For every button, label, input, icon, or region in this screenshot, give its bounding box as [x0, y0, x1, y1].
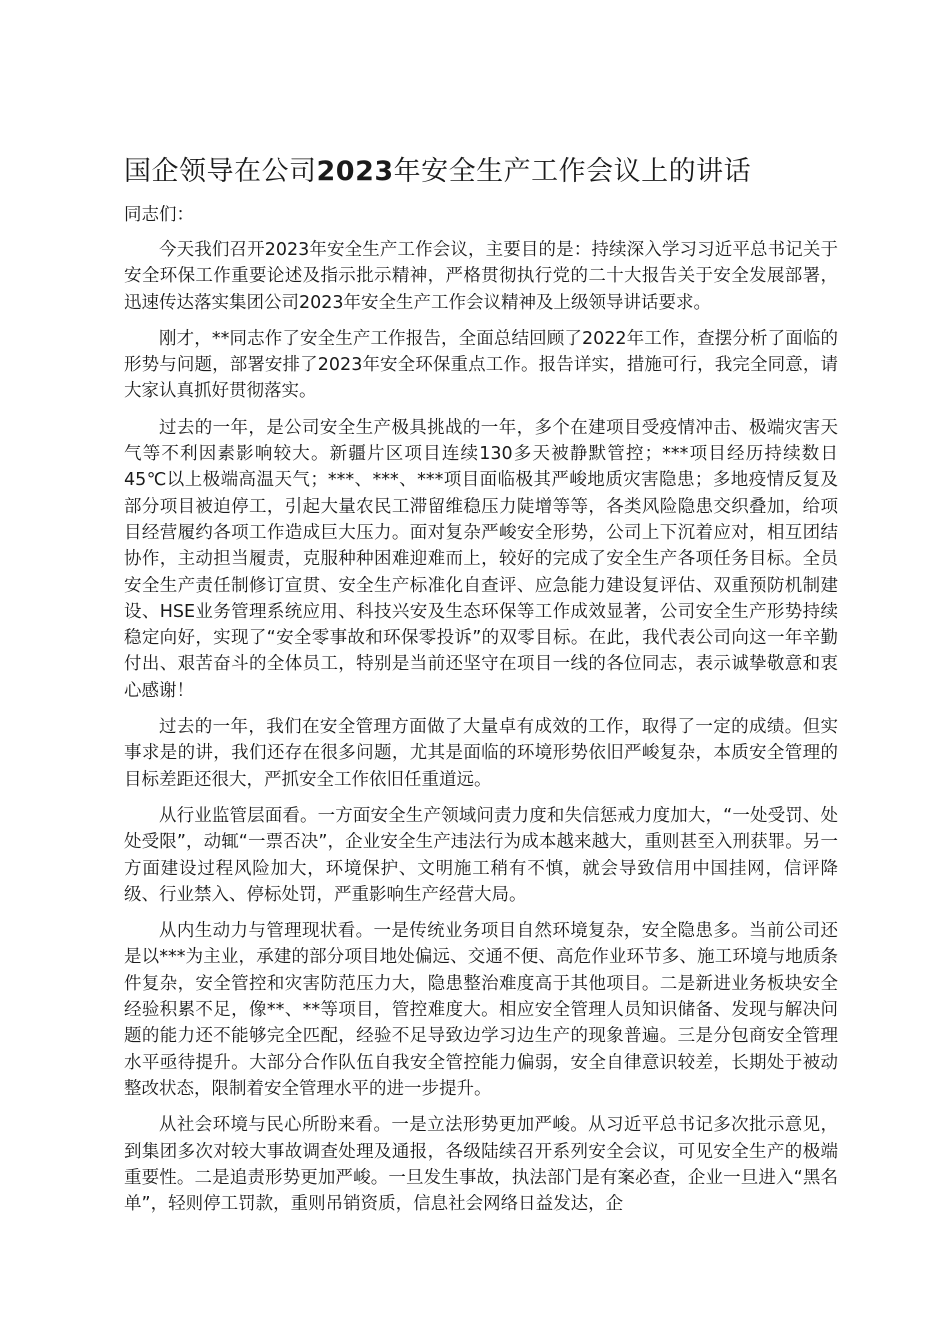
paragraph-2: 刚才，**同志作了安全生产工作报告，全面总结回顾了2022年工作，查摆分析了面临的形势与问题，部署安排了2023年安全环保重点工作。报告详实，措施可行，我完全同意，请大家认真抓好贯彻落实。 [124, 328, 838, 402]
paragraph-1: 今天我们召开2023年安全生产工作会议，主要目的是：持续深入学习习近平总书记关于安全环保工作重要论述及指示批示精神，严格贯彻执行党的二十大报告关于安全发展部署，迅速传达落实集团公司2023年安全生产工作会议精神及上级领导讲话要求。 [124, 240, 838, 313]
paragraph-3: 过去的一年，是公司安全生产极具挑战的一年，多个在建项目受疫情冲击、极端灾害天气等不利因素影响较大。新疆片区项目连续130多天被静默管控；***项目经历持续数日45℃以上极端高温天气；***、***、***项目面临极其严峻地质灾害隐患；多地疫情反复及部分项目被迫停工，引起大量农民工滞留维稳压力陡增等等，各类风险隐患交织叠加，给项目经营履约各项工作造成巨大压力。面对复杂严峻安全形势，公司上下沉着应对，相互团结协作，主动担当履责，克服种种困难迎难而上，较好的完成了安全生产各项任务目标。全员安全生产责任制修订宣贯、安全生产标准化自查评、应急能力建设复评估、双重预防机制建设、HSE业务管理系统应用、科技兴安及生态环保等工作成效显著，公司安全生产形势持续稳定向好，实现了“安全零事故和环保零投诉”的双零目标。在此，我代表公司向这一年辛勤付出、艰苦奋斗的全体员工，特别是当前还坚守在项目一线的各位同志，表示诚挚敬意和衷心感谢！ [124, 417, 838, 701]
title-year: 2023 [316, 156, 394, 187]
salutation: 同志们： [124, 205, 194, 225]
paragraph-6: 从内生动力与管理现状看。一是传统业务项目自然环境复杂，安全隐患多。当前公司还是以***为主业，承建的部分项目地处偏远、交通不便、高危作业环节多、施工环境与地质条件复杂，安全管控和灾害防范压力大，隐患整治难度高于其他项目。二是新进业务板块安全经验积累不足，像**、**等项目，管控难度大。相应安全管理人员知识储备、发现与解决问题的能力还不能够完全匹配，经验不足导致边学习边生产的现象普遍。三是分包商安全管理水平亟待提升。大部分合作队伍自我安全管控能力偏弱，安全自律意识较差，长期处于被动整改状态，限制着安全管理水平的进一步提升。 [124, 921, 838, 1099]
title-prefix: 国企领导在公司 [124, 156, 317, 187]
paragraph-4: 过去的一年，我们在安全管理方面做了大量卓有成效的工作，取得了一定的成绩。但实事求是的讲，我们还存在很多问题，尤其是面临的环境形势依旧严峻复杂，本质安全管理的目标差距还很大，严抓安全工作依旧任重道远。 [124, 717, 838, 790]
title-suffix: 年安全生产工作会议上的讲话 [393, 156, 752, 187]
paragraph-7: 从社会环境与民心所盼来看。一是立法形势更加严峻。从习近平总书记多次批示意见，到集团多次对较大事故调查处理及通报，各级陆续召开系列安全会议，可见安全生产的极端重要性。二是追责形势更加严峻。一旦发生事故，执法部门是有案必查，企业一旦进入“黑名单”，轻则停工罚款，重则吊销资质，信息社会网络日益发达，企 [124, 1115, 838, 1215]
document-page [124, 150, 838, 1227]
paragraph-5: 从行业监管层面看。一方面安全生产领域问责力度和失信惩戒力度加大，“一处受罚、处处受限”，动辄“一票否决”，企业安全生产违法行为成本越来越大，重则甚至入刑获罪。另一方面建设过程风险加大，环境保护、文明施工稍有不慎，就会导致信用中国挂网，信评降级、行业禁入、停标处罚，严重影响生产经营大局。 [124, 805, 838, 905]
document-title [124, 150, 838, 194]
